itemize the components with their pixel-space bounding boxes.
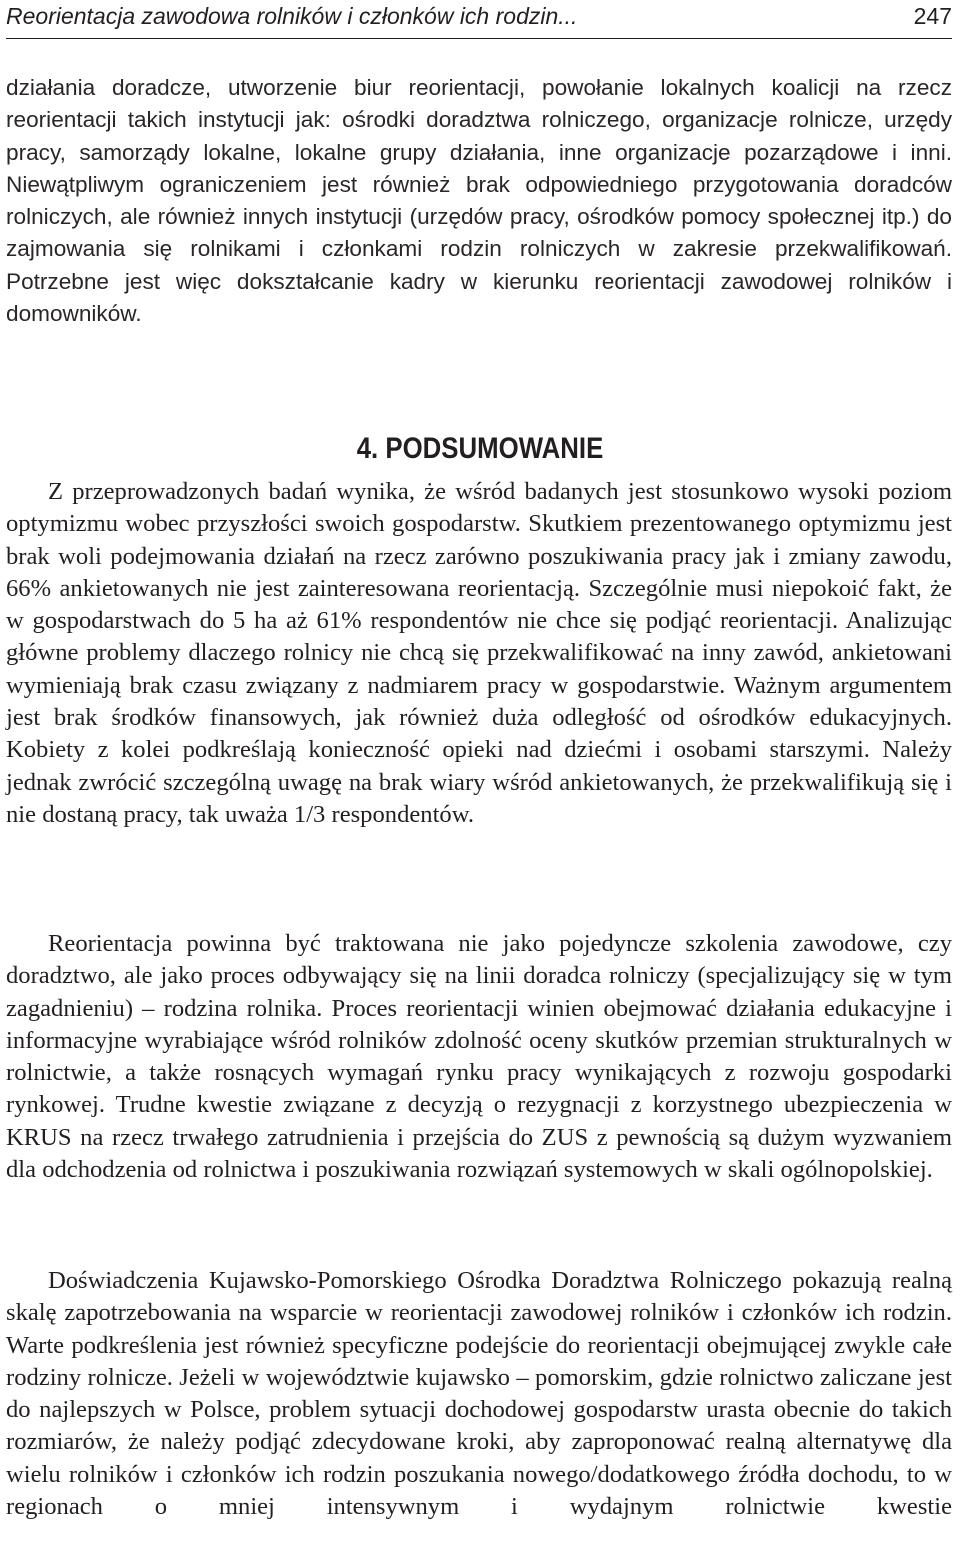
body-paragraph-continued: działania doradcze, utworzenie biur reorientacji, powołanie lokalnych koalicji na rzecz reorientacji takich instytucji jak: ośrodki doradztwa rolniczego, organizacje rolnicze, urzędy pracy, samorządy lokalne, lokalne grupy działania, inne organizacje pozarządowe i inni. Niewątpliwym ograniczeniem jest również brak odpowiedniego przygotowania doradców rolniczych, ale również innych instytucji (urzędów pracy, ośrodków pomocy społecznej itp.) do zajmowania się rolnikami i członkami rodzin rolniczych w zakresie przekwalifikowań. Potrzebne jest więc dokształcanie kadry w kierunku reorientacji zawodowej rolników i domowników.	[6, 75, 952, 327]
summary-paragraph-2: Reorientacja powinna być traktowana nie jako pojedyncze szkolenia zawodowe, czy doradztwo, ale jako proces odbywający się na linii doradca rolniczy (specjalizujący się w tym zagadnieniu) – rodzina rolnika. Proces reorientacji winien obejmować działania edukacyjne i informacyjne wyrabiające wśród rolników zdolność oceny skutków przemian strukturalnych w rolnictwie, a także rosnących wymagań rynku pracy wynikających z rozwoju gospodarki rynkowej. Trudne kwestie związane z decyzją o rezygnacji z korzystnego ubezpieczenia w KRUS na rzecz trwałego zatrudnienia i przejścia do ZUS z pewnością są dużym wyzwaniem dla odchodzenia od rolnictwa i poszukiwania rozwiązań systemowych w skali ogólnopolskiej.	[6, 930, 952, 1184]
summary-paragraph-3: Doświadczenia Kujawsko-Pomorskiego Ośrodka Doradztwa Rolniczego pokazują realną skalę zapotrzebowania na wsparcie w reorientacji zawodowej rolników i członków ich rodzin. Warte podkreślenia jest również specyficzne podejście do reorientacji obejmującej zwykle całe rodziny rolnicze. Jeżeli w województwie kujawsko – pomorskim, gdzie rolnictwo zaliczane jest do najlepszych w Polsce, problem sytuacji dochodowej gospodarstw urasta obecnie do takich rozmiarów, że należy podjąć zdecydowane kroki, aby zaproponować realną alternatywę dla wielu rolników i członków ich rodzin poszukania nowego/dodatkowego źródła dochodu, to w regionach o mniej intensywnym i wydajnym rolnictwie kwestie	[6, 1267, 952, 1521]
page-number: 247	[913, 3, 952, 29]
section-heading: 4. PODSUMOWANIE	[356, 431, 604, 465]
running-header	[6, 0, 952, 39]
running-title: Reorientacja zawodowa rolników i członków ich rodzin...	[6, 3, 578, 29]
summary-paragraph-1: Z przeprowadzonych badań wynika, że wśród badanych jest stosunkowo wysoki poziom optymizmu wobec przyszłości swoich gospodarstw. Skutkiem prezentowanego optymizmu jest brak woli podejmowania działań na rzecz zarówno poszukiwania pracy jak i zmiany zawodu, 66% ankietowanych nie jest zainteresowana reorientacją. Szczególnie musi niepokoić fakt, że w gospodarstwach do 5 ha aż 61% respondentów nie chce się podjąć reorientacji. Analizując główne problemy dlaczego rolnicy nie chcą się przekwalifikować na inny zawód, ankietowani wymieniają brak czasu związany z nadmiarem pracy w gospodarstwie. Ważnym argumentem jest brak środków finansowych, jak również duża odległość od ośrodków edukacyjnych. Kobiety z kolei podkreślają konieczność opieki nad dziećmi i osobami starszymi. Należy jednak zwrócić szczególną uwagę na brak wiary wśród ankietowanych, że przekwalifikują się i nie dostaną pracy, tak uważa 1/3 respondentów.	[6, 478, 952, 828]
